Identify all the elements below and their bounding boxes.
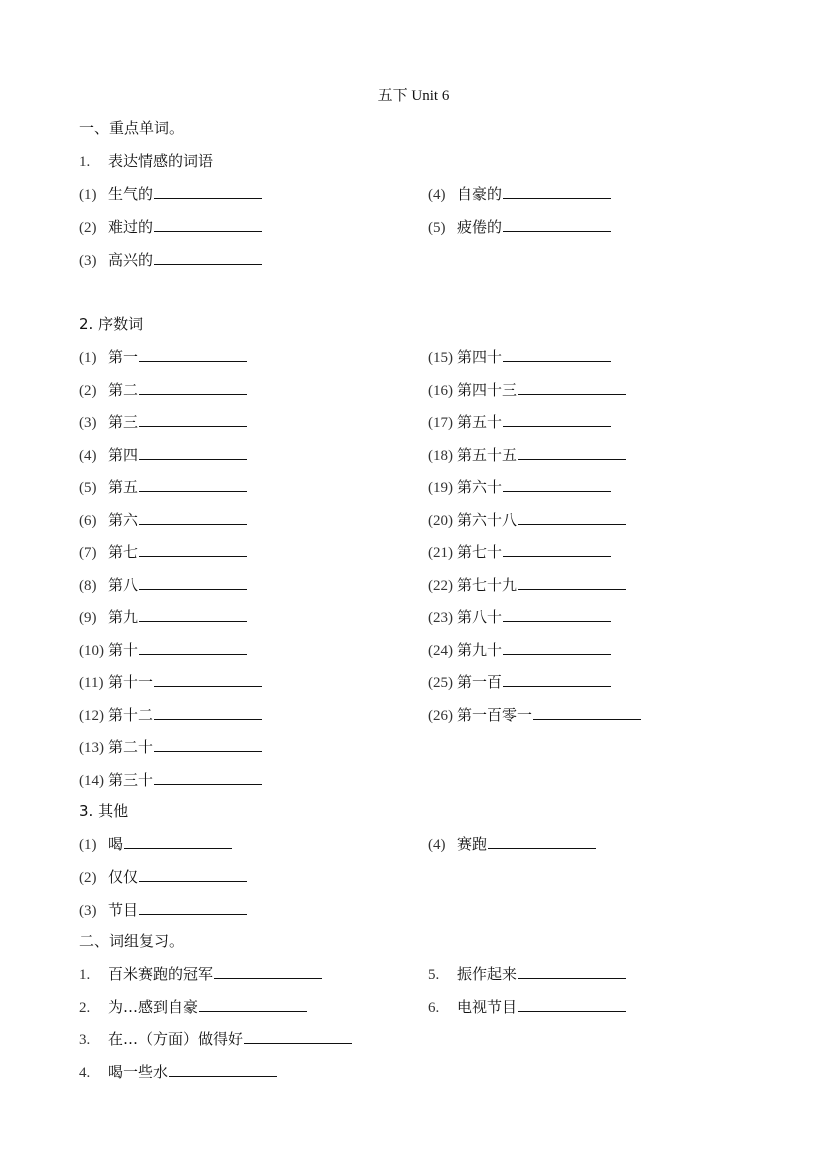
item-number: (3) <box>79 253 97 269</box>
subsection-ordinals: 2. 序数词 <box>79 315 144 333</box>
item-number: (7) <box>79 545 97 561</box>
item-text: 第六十八 <box>457 511 518 529</box>
item-text: 第三 <box>108 413 139 431</box>
exercise-item <box>428 964 626 985</box>
answer-blank[interactable] <box>139 412 247 427</box>
item-text: 喝一些水 <box>108 1063 169 1081</box>
item-number: 1. <box>79 967 91 983</box>
answer-blank[interactable] <box>169 1062 277 1077</box>
exercise-item <box>428 640 611 661</box>
exercise-item <box>79 964 322 985</box>
item-text: 第六 <box>108 511 139 529</box>
answer-blank[interactable] <box>154 672 262 687</box>
section-heading-keywords: 一、重点单词。 <box>79 119 185 137</box>
item-text: 第四十 <box>457 348 503 366</box>
exercise-item <box>79 900 247 921</box>
item-text: 难过的 <box>108 218 154 236</box>
exercise-item <box>428 672 611 693</box>
exercise-item <box>79 867 247 888</box>
item-text: 第一百零一 <box>457 706 533 724</box>
item-text: 第一百 <box>457 673 503 691</box>
item-text: 第二十 <box>108 738 154 756</box>
item-text: 第十 <box>108 641 139 659</box>
exercise-item <box>428 412 611 433</box>
exercise-item <box>428 997 626 1018</box>
item-number: (25) <box>428 675 453 691</box>
answer-blank[interactable] <box>139 510 247 525</box>
item-text: 赛跑 <box>457 835 488 853</box>
item-number: 6. <box>428 1000 440 1016</box>
exercise-item <box>428 445 626 466</box>
answer-blank[interactable] <box>139 575 247 590</box>
item-number: (10) <box>79 643 104 659</box>
answer-blank[interactable] <box>139 867 247 882</box>
exercise-item <box>428 184 611 205</box>
answer-blank[interactable] <box>503 672 611 687</box>
answer-blank[interactable] <box>488 834 596 849</box>
item-number: (9) <box>79 610 97 626</box>
exercise-item <box>79 347 247 368</box>
answer-blank[interactable] <box>154 770 262 785</box>
item-text: 第十一 <box>108 673 154 691</box>
exercise-item <box>428 575 626 596</box>
item-number: (3) <box>79 415 97 431</box>
item-number: (1) <box>79 187 97 203</box>
answer-blank[interactable] <box>214 964 322 979</box>
page-title: 五下 Unit 6 <box>377 88 450 104</box>
exercise-item <box>79 1062 277 1083</box>
answer-blank[interactable] <box>518 510 626 525</box>
item-number: (6) <box>79 513 97 529</box>
item-number: (23) <box>428 610 453 626</box>
item-text: 第四十三 <box>457 381 518 399</box>
answer-blank[interactable] <box>139 445 247 460</box>
answer-blank[interactable] <box>503 184 611 199</box>
exercise-item <box>79 184 262 205</box>
exercise-item <box>428 477 611 498</box>
exercise-item <box>79 737 262 758</box>
item-text: 第五十 <box>457 413 503 431</box>
subsection-number: 1. <box>79 154 91 170</box>
item-number: (17) <box>428 415 453 431</box>
exercise-item <box>79 380 247 401</box>
answer-blank[interactable] <box>139 607 247 622</box>
exercise-item <box>428 510 626 531</box>
exercise-item <box>79 412 247 433</box>
answer-blank[interactable] <box>533 705 641 720</box>
item-text: 高兴的 <box>108 251 154 269</box>
item-number: (4) <box>428 837 446 853</box>
answer-blank[interactable] <box>154 250 262 265</box>
item-text: 第十二 <box>108 706 154 724</box>
subsection-others: 3. 其他 <box>79 802 129 820</box>
answer-blank[interactable] <box>503 347 611 362</box>
item-text: 仅仅 <box>108 868 139 886</box>
answer-blank[interactable] <box>139 347 247 362</box>
exercise-item <box>79 607 247 628</box>
answer-blank[interactable] <box>518 964 626 979</box>
answer-blank[interactable] <box>503 607 611 622</box>
item-number: (2) <box>79 870 97 886</box>
item-number: (26) <box>428 708 453 724</box>
exercise-item <box>79 1029 352 1050</box>
item-number: (18) <box>428 448 453 464</box>
item-text: 第五十五 <box>457 446 518 464</box>
answer-blank[interactable] <box>154 705 262 720</box>
exercise-item <box>79 575 247 596</box>
item-text: 为…感到自豪 <box>108 998 199 1016</box>
exercise-item <box>79 477 247 498</box>
answer-blank[interactable] <box>154 184 262 199</box>
answer-blank[interactable] <box>139 900 247 915</box>
item-number: (21) <box>428 545 453 561</box>
exercise-item <box>79 997 307 1018</box>
exercise-item <box>428 347 611 368</box>
answer-blank[interactable] <box>518 445 626 460</box>
exercise-item <box>79 542 247 563</box>
item-number: 4. <box>79 1065 91 1081</box>
item-text: 第七十 <box>457 543 503 561</box>
item-text: 生气的 <box>108 185 154 203</box>
item-text: 疲倦的 <box>457 218 503 236</box>
exercise-item <box>79 640 247 661</box>
item-number: (8) <box>79 578 97 594</box>
item-text: 第五 <box>108 478 139 496</box>
item-number: (22) <box>428 578 453 594</box>
answer-blank[interactable] <box>503 477 611 492</box>
answer-blank[interactable] <box>503 412 611 427</box>
item-number: (12) <box>79 708 104 724</box>
item-number: (14) <box>79 773 104 789</box>
item-number: (13) <box>79 740 104 756</box>
item-text: 第七 <box>108 543 139 561</box>
answer-blank[interactable] <box>518 997 626 1012</box>
exercise-item <box>79 672 262 693</box>
answer-blank[interactable] <box>518 380 626 395</box>
item-number: (19) <box>428 480 453 496</box>
answer-blank[interactable] <box>199 997 307 1012</box>
item-text: 在…（方面）做得好 <box>108 1030 244 1048</box>
item-number: (5) <box>79 480 97 496</box>
item-number: (24) <box>428 643 453 659</box>
exercise-item <box>79 510 247 531</box>
answer-blank[interactable] <box>518 575 626 590</box>
answer-blank[interactable] <box>503 217 611 232</box>
item-text: 第七十九 <box>457 576 518 594</box>
item-number: (4) <box>79 448 97 464</box>
item-text: 第八 <box>108 576 139 594</box>
item-text: 第九十 <box>457 641 503 659</box>
item-text: 第二 <box>108 381 139 399</box>
exercise-item <box>79 217 262 238</box>
exercise-item <box>428 217 611 238</box>
exercise-item <box>428 542 611 563</box>
item-number: (3) <box>79 903 97 919</box>
answer-blank[interactable] <box>139 542 247 557</box>
exercise-item <box>79 834 232 855</box>
item-text: 百米赛跑的冠军 <box>108 965 214 983</box>
item-number: 5. <box>428 967 440 983</box>
item-number: (15) <box>428 350 453 366</box>
answer-blank[interactable] <box>154 737 262 752</box>
answer-blank[interactable] <box>139 640 247 655</box>
item-number: (2) <box>79 220 97 236</box>
item-text: 自豪的 <box>457 185 503 203</box>
item-number: (4) <box>428 187 446 203</box>
exercise-item <box>428 705 641 726</box>
exercise-item <box>428 380 626 401</box>
item-text: 第六十 <box>457 478 503 496</box>
exercise-item <box>79 705 262 726</box>
answer-blank[interactable] <box>503 640 611 655</box>
exercise-item <box>79 770 262 791</box>
item-number: (11) <box>79 675 104 691</box>
item-number: (1) <box>79 350 97 366</box>
item-text: 喝 <box>108 835 124 853</box>
answer-blank[interactable] <box>503 542 611 557</box>
answer-blank[interactable] <box>139 380 247 395</box>
item-text: 第九 <box>108 608 139 626</box>
item-text: 电视节目 <box>457 998 518 1016</box>
item-number: (16) <box>428 383 453 399</box>
answer-blank[interactable] <box>244 1029 352 1044</box>
subsection-label: 表达情感的词语 <box>108 152 214 170</box>
answer-blank[interactable] <box>124 834 232 849</box>
item-number: (2) <box>79 383 97 399</box>
item-number: (20) <box>428 513 453 529</box>
section-heading-phrases: 二、词组复习。 <box>79 932 185 950</box>
exercise-item <box>428 607 611 628</box>
answer-blank[interactable] <box>154 217 262 232</box>
item-number: 2. <box>79 1000 91 1016</box>
item-text: 第八十 <box>457 608 503 626</box>
item-number: (1) <box>79 837 97 853</box>
item-text: 振作起来 <box>457 965 518 983</box>
exercise-item <box>79 445 247 466</box>
item-text: 第一 <box>108 348 139 366</box>
item-text: 第三十 <box>108 771 154 789</box>
exercise-item <box>79 250 262 271</box>
item-number: (5) <box>428 220 446 236</box>
answer-blank[interactable] <box>139 477 247 492</box>
item-number: 3. <box>79 1032 91 1048</box>
subsection-emotions <box>79 151 213 172</box>
item-text: 第四 <box>108 446 139 464</box>
item-text: 节目 <box>108 901 139 919</box>
exercise-item <box>428 834 596 855</box>
